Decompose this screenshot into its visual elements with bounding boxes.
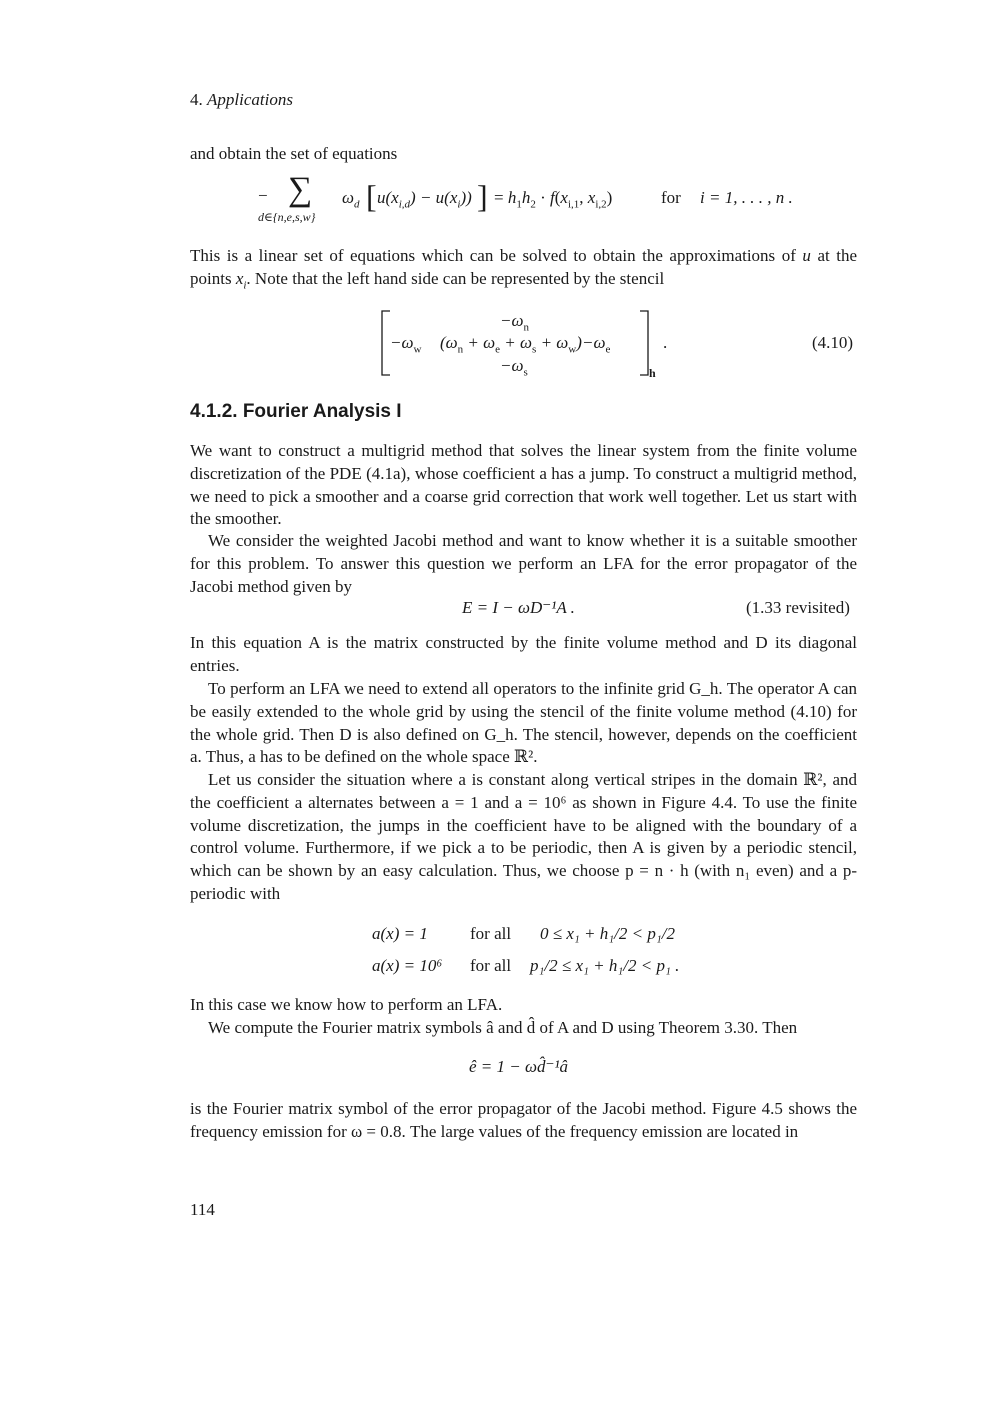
- equation-sum-minus: −: [258, 186, 268, 205]
- stencil-period: .: [663, 333, 668, 352]
- paragraph-linear-text: [190, 245, 857, 291]
- equation-sum-for: for: [661, 188, 681, 207]
- paragraph-matrix-text: In this equation A is the matrix constructed by the finite volume method and D its diagonal entries.: [190, 633, 857, 675]
- paragraph-jacobi-text: We consider the weighted Jacobi method and want to know whether it is a suitable smoother for this problem. To answer this question we perform an LFA for the error propagator of the Jacobi method given by: [190, 531, 857, 596]
- running-head: [190, 90, 293, 110]
- case-1-cond: 0 ≤ x₁ + h₁/2 < p₁/2: [540, 924, 675, 943]
- paragraph-jacobi: [190, 530, 857, 598]
- case-1-lhs: a(x) = 1: [372, 924, 428, 943]
- paragraph-fourier: [190, 440, 857, 531]
- stencil-left: $-\omega_w$: [390, 333, 422, 356]
- running-head-title: Applications: [207, 90, 293, 109]
- paragraph-linear-xi-sub: i: [243, 279, 247, 292]
- case-2-cond: p₁/2 ≤ x₁ + h₁/2 < p₁ .: [530, 956, 680, 975]
- equation-sum-lbracket: [: [366, 178, 377, 214]
- paragraph-linear-part-2: at the points: [190, 246, 858, 288]
- running-head-number: 4.: [190, 90, 203, 109]
- equation-symbol: ê = 1 − ωd̂⁻¹â: [469, 1057, 569, 1076]
- equation-jacobi: E = I − ωD⁻¹A .: [462, 598, 575, 617]
- paragraph-fourier-text: We want to construct a multigrid method that solves the linear system from the finite volume discretization of the PDE (4.1a), whose coefficient a has a jump. To construct a multigrid method, we need to pick a smoother and a coarse grid correction that work well together. Let us start with the smoother.: [190, 441, 857, 529]
- paragraph-case-text: In this case we know how to perform an LFA.: [190, 995, 503, 1014]
- paragraph-compute: [190, 1017, 857, 1040]
- paragraph-final: [190, 1098, 857, 1144]
- paragraph-intro-text: and obtain the set of equations: [190, 144, 398, 163]
- paragraph-linear-part-3: . Note that the left hand side can be represented by the stencil: [246, 268, 665, 288]
- paragraph-linear-u: u: [802, 246, 811, 265]
- case-1-for: for all: [470, 924, 512, 943]
- equation-sum-body: $\omega_d$: [342, 188, 360, 211]
- paragraph-linear-part-1: This is a linear set of equations which can be solved to obtain the approximations of: [190, 246, 796, 265]
- paragraph-extend: [190, 678, 857, 769]
- stencil-top: $-\omega_n$: [500, 311, 529, 334]
- section-heading: 4.1.2. Fourier Analysis I: [190, 401, 402, 422]
- stencil-subscript-h: h: [649, 366, 656, 380]
- paragraph-stripes-text: Let us consider the situation where a is constant along vertical stripes in the domain ℝ², and the coefficient a alternates between a = 1 and a = 10⁶ as shown in Figure 4.4. To use the finite volume discretization, the jumps in the coefficient have to be aligned with the boundary of a control volume. Furthermore, if we pick a to be periodic, then A is given by a periodic stencil, which can be shown by an easy calculation. Thus, we choose p = n · h (with n₁ even) and a p-periodic with: [190, 770, 857, 903]
- paragraph-linear: [190, 245, 857, 291]
- equation-sum-range: i = 1, . . . , n .: [700, 188, 793, 207]
- stencil-bottom: $-\omega_s$: [500, 356, 528, 379]
- paragraph-extend-text: To perform an LFA we need to extend all operators to the infinite grid G_h. The operator A can be easily extended to the whole grid by using the stencil of the finite volume method (4.10) for the whole grid. Then D is also defined on G_h. The stencil, however, depends on the coefficient a. Thus, a has to be defined on the whole space ℝ².: [190, 679, 857, 767]
- paragraph-linear-xi: x: [235, 268, 244, 288]
- paragraph-compute-text: We compute the Fourier matrix symbols â and d̂ of A and D using Theorem 3.30. Then: [208, 1018, 798, 1037]
- case-2-lhs: a(x) = 10⁶: [372, 956, 443, 975]
- paragraph-case: [190, 994, 857, 1017]
- paragraph-final-text: is the Fourier matrix symbol of the error propagator of the Jacobi method. Figure 4.5 shows the frequency emission for ω = 0.8. The large values of the frequency emission are located in: [190, 1099, 857, 1141]
- paragraph-matrix: [190, 632, 857, 678]
- paragraph-stripes: [190, 769, 857, 906]
- equation-sum-rhs: = $h_1h_2 \cdot f(x_{i,1}$, $x_{i,2}$): [494, 188, 613, 211]
- paragraph-intro: [190, 143, 857, 166]
- stencil-center: $(\omega_n + \omega_e + \omega_s + \omega_w)$: [440, 333, 582, 356]
- equation-jacobi-number: (1.33 revisited): [746, 598, 850, 617]
- equation-sum-rbracket: ]: [477, 178, 488, 214]
- page-number: 114: [190, 1200, 215, 1219]
- stencil-right: $-\omega_e$: [582, 333, 611, 356]
- equation-sum-index: d∈{n,e,s,w}: [258, 210, 316, 224]
- equation-sum-diff: $u(x_{i,d}) - u(x_i)$): [377, 188, 472, 211]
- stencil-equation-number: (4.10): [812, 333, 854, 352]
- case-2-for: for all: [470, 956, 512, 975]
- equation-sum-symbol: ∑: [288, 171, 313, 208]
